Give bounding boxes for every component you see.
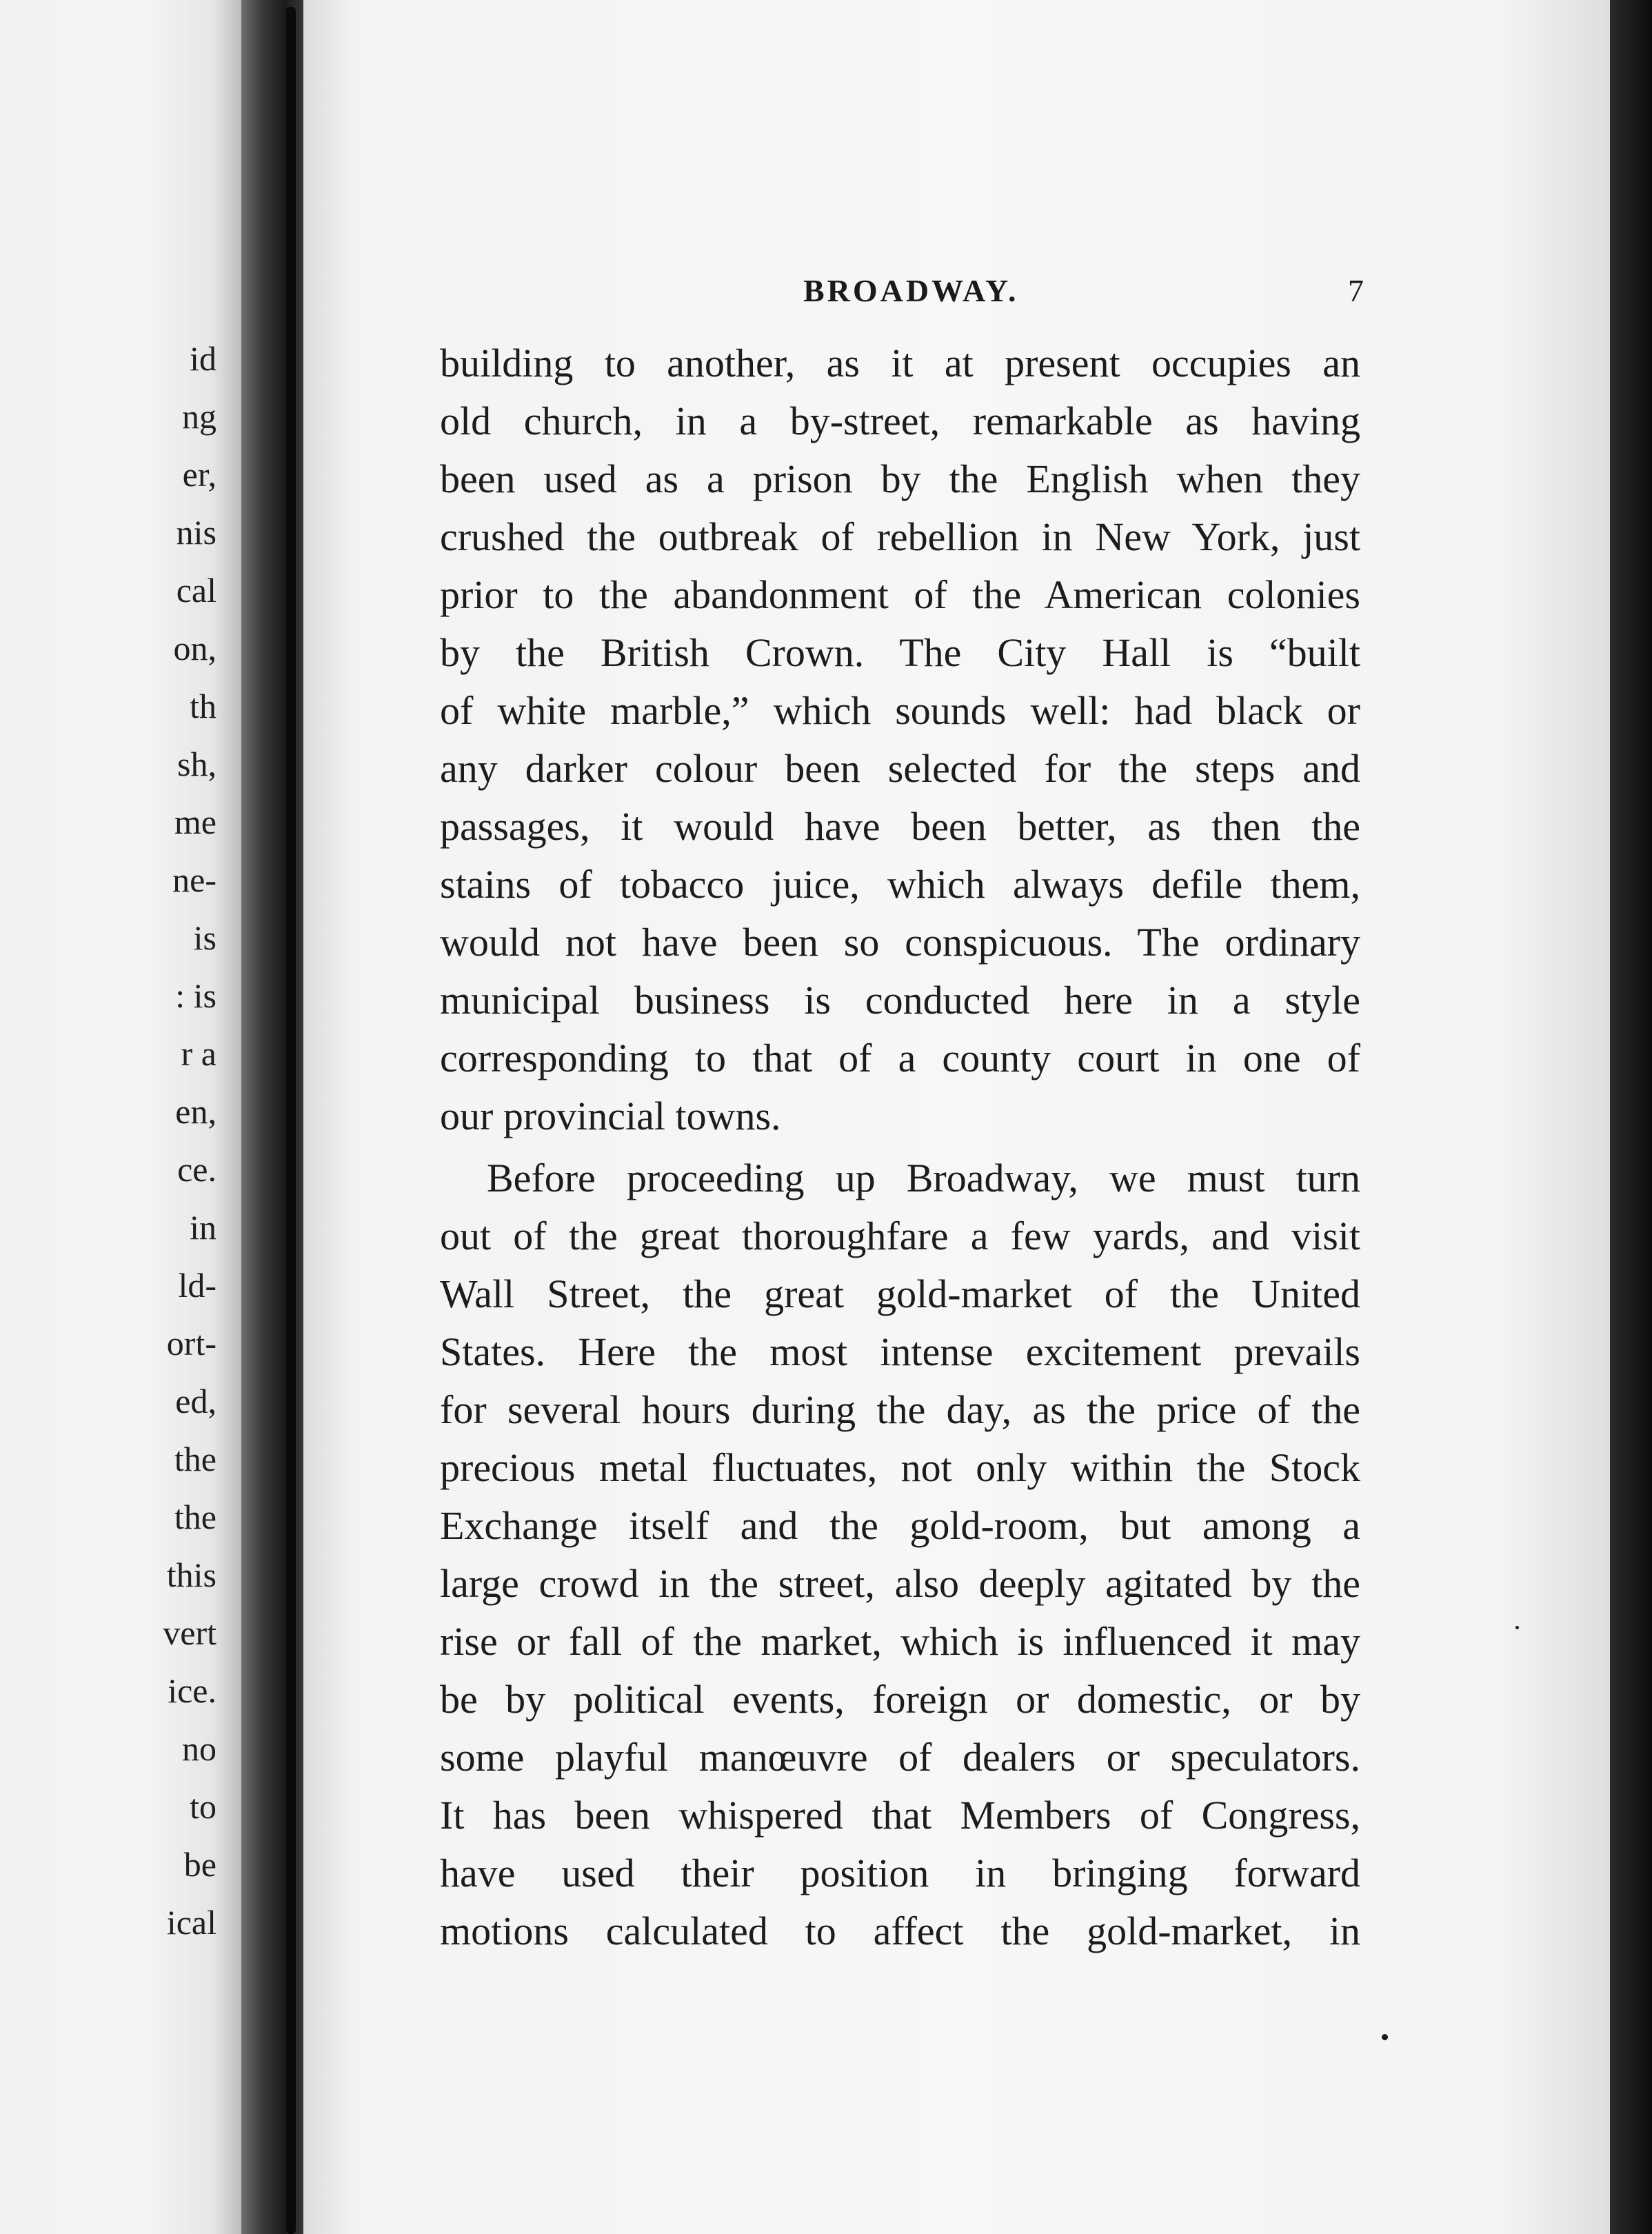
text-line: prior to the abandonment of the American colonies: [440, 572, 1360, 617]
text-line: out of the great thoroughfare a few yards, and visit: [440, 1214, 1360, 1258]
left-fragment: ed,: [175, 1382, 216, 1420]
left-fragment: ort-: [166, 1324, 216, 1362]
left-fragment: in: [190, 1208, 216, 1247]
left-fragment: en,: [175, 1092, 216, 1131]
text-line: precious metal fluctuates, not only within the Stock: [440, 1445, 1360, 1490]
text-line: Exchange itself and the gold-room, but among a: [440, 1503, 1360, 1548]
text-line: building to another, as it at present occupies an: [440, 341, 1360, 385]
text-line: corresponding to that of a county court in one of: [440, 1036, 1360, 1080]
left-fragment: sh,: [177, 745, 216, 783]
text-line: of white marble,” which sounds well: had black or: [440, 688, 1360, 733]
left-fragment: id: [190, 339, 216, 378]
left-fragment: ng: [182, 397, 216, 436]
page-number: 7: [1348, 273, 1364, 308]
left-fragment: be: [183, 1845, 216, 1884]
left-fragment: ical: [166, 1903, 216, 1942]
text-line: It has been whispered that Members of Congress,: [440, 1793, 1360, 1838]
left-fragment: ld-: [178, 1266, 216, 1305]
left-fragment: ne-: [172, 861, 216, 899]
left-fragment: r a: [181, 1034, 216, 1073]
left-fragment: cal: [176, 571, 216, 610]
right-scan-edge: [1610, 0, 1652, 2234]
left-fragment: th: [190, 687, 216, 725]
left-fragment: the: [174, 1440, 216, 1478]
text-line: would not have been so conspicuous. The ordinary: [440, 920, 1360, 965]
text-line: motions calculated to affect the gold-market, in: [440, 1909, 1360, 1953]
left-fragment: to: [190, 1787, 216, 1826]
text-line: crushed the outbreak of rebellion in New York, just: [440, 514, 1360, 559]
text-line: States. Here the most intense excitement prevails: [440, 1329, 1360, 1374]
text-line: large crowd in the street, also deeply agitated by the: [440, 1561, 1360, 1606]
binding-shadow: [286, 7, 296, 2234]
text-line: stains of tobacco juice, which always defile them,: [440, 862, 1360, 907]
left-fragment: is: [193, 918, 216, 957]
text-line: some playful manœuvre of dealers or speculators.: [440, 1735, 1360, 1780]
text-line: Wall Street, the great gold-market of the United: [440, 1271, 1360, 1316]
left-fragment: ce.: [177, 1150, 216, 1189]
running-head: BROADWAY.: [803, 273, 1019, 308]
text-line: be by political events, foreign or domestic, or by: [440, 1677, 1360, 1722]
left-fragment: er,: [182, 455, 216, 494]
left-fragment: me: [174, 803, 216, 841]
text-line: for several hours during the day, as the price of the: [440, 1387, 1360, 1432]
left-fragment: : is: [175, 976, 216, 1015]
text-line: any darker colour been selected for the steps and: [440, 746, 1360, 791]
left-fragment: vert: [163, 1613, 216, 1652]
text-line: been used as a prison by the English when they: [440, 456, 1360, 501]
left-facing-page: [0, 0, 241, 2234]
left-fragment: on,: [173, 629, 216, 667]
ink-speck: [1515, 1626, 1519, 1629]
left-fragment: this: [166, 1556, 216, 1594]
left-fragment: ice.: [168, 1671, 216, 1710]
text-line: old church, in a by-street, remarkable as having: [440, 399, 1360, 443]
text-line: passages, it would have been better, as then the: [440, 804, 1360, 849]
text-line: by the British Crown. The City Hall is “built: [440, 630, 1360, 675]
text-line: have used their position in bringing forward: [440, 1851, 1360, 1895]
left-fragment: no: [182, 1729, 216, 1768]
left-fragment: the: [174, 1498, 216, 1536]
text-line: rise or fall of the market, which is influenced it may: [440, 1619, 1360, 1664]
ink-speck: [1382, 2034, 1388, 2040]
text-line: municipal business is conducted here in a style: [440, 978, 1360, 1023]
text-line: Before proceeding up Broadway, we must turn: [487, 1156, 1360, 1200]
text-line: our provincial towns.: [440, 1094, 781, 1138]
left-fragment: nis: [176, 513, 216, 552]
